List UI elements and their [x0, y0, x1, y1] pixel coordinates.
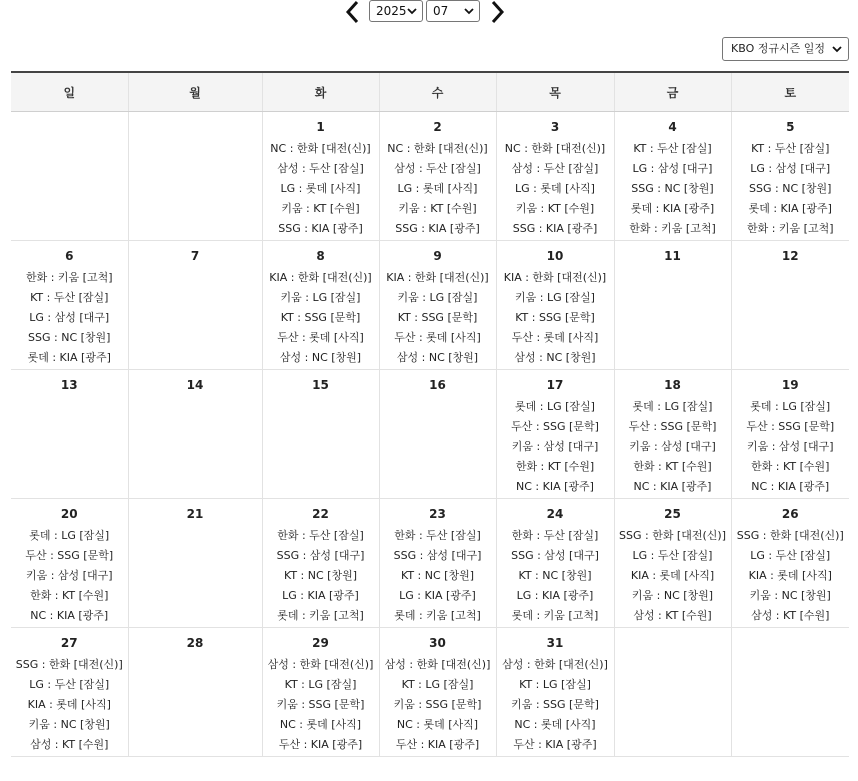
day-number: 3 — [550, 120, 560, 134]
day-cell — [262, 628, 379, 757]
weekday-header: 화 — [262, 72, 379, 112]
day-number: 10 — [546, 249, 564, 263]
game-entry[interactable]: 한화 : 두산 [잠실] — [511, 529, 599, 542]
weekday-header: 일 — [11, 72, 128, 112]
day-cell — [262, 499, 379, 628]
game-entry[interactable]: SSG : KIA [광주] — [395, 222, 480, 235]
league-select-value: KBO 정규시즌 일정 — [731, 42, 825, 55]
day-number: 15 — [312, 378, 329, 392]
game-entry[interactable]: LG : 삼성 [대구] — [750, 162, 831, 175]
game-entry[interactable]: NC : KIA [광주] — [516, 480, 594, 493]
day-number: 13 — [60, 378, 78, 392]
game-entry[interactable]: LG : KIA [광주] — [516, 589, 594, 602]
day-number: 7 — [190, 249, 200, 263]
game-entry[interactable]: NC : 롯데 [사직] — [279, 718, 362, 731]
chevron-right-icon — [486, 0, 508, 24]
month-select-value: 07 — [433, 4, 449, 18]
game-entry[interactable]: KIA : 롯데 [사직] — [27, 698, 111, 711]
weekday-header: 월 — [128, 72, 262, 112]
game-entry[interactable]: 삼성 : 한화 [대전(신)] — [502, 658, 608, 671]
week-row — [11, 370, 849, 499]
month-select[interactable] — [426, 0, 480, 22]
game-entry[interactable]: 롯데 : LG [잠실] — [515, 400, 595, 413]
game-entry[interactable]: KIA : 한화 [대전(신)] — [269, 271, 372, 284]
day-number: 19 — [781, 378, 799, 392]
day-cell — [731, 370, 849, 499]
weekday-header: 수 — [379, 72, 496, 112]
game-entry[interactable]: LG : 삼성 [대구] — [632, 162, 713, 175]
game-entry[interactable]: 키움 : 삼성 [대구] — [511, 440, 599, 453]
day-number: 22 — [312, 507, 329, 521]
day-number: 26 — [781, 507, 799, 521]
game-entry[interactable]: 롯데 : LG [잠실] — [29, 529, 110, 542]
week-row — [11, 499, 849, 628]
game-entry[interactable]: 두산 : SSG [문학] — [511, 420, 599, 433]
game-entry[interactable]: 롯데 : LG [잠실] — [750, 400, 831, 413]
game-entry[interactable]: 삼성 : 한화 [대전(신)] — [384, 658, 491, 671]
game-entry[interactable]: 키움 : 삼성 [대구] — [746, 440, 834, 453]
game-entry[interactable]: 키움 : KT [수원] — [515, 202, 595, 215]
game-entry[interactable]: LG : 롯데 [사직] — [515, 182, 595, 195]
game-entry[interactable]: SSG : NC [창원] — [749, 182, 832, 195]
game-entry[interactable]: 두산 : SSG [문학] — [746, 420, 835, 433]
game-entry[interactable]: KIA : 롯데 [사직] — [748, 569, 832, 582]
day-cell — [614, 112, 731, 241]
chevron-down-icon — [464, 5, 474, 17]
year-select[interactable] — [369, 0, 423, 22]
game-entry[interactable]: LG : KIA [광주] — [282, 589, 359, 602]
game-entry[interactable]: SSG : 한화 [대전(신)] — [619, 529, 726, 542]
game-entry[interactable]: 키움 : NC [창원] — [749, 589, 831, 602]
weekday-header: 토 — [731, 72, 849, 112]
day-cell — [731, 499, 849, 628]
game-entry[interactable]: 롯데 : KIA [광주] — [630, 202, 715, 215]
chevron-down-icon — [407, 5, 417, 17]
game-entry[interactable]: NC : KIA [광주] — [633, 480, 712, 493]
weekday-header-row — [11, 72, 849, 112]
game-entry[interactable]: KT : SSG [문학] — [397, 311, 478, 324]
day-number: 21 — [186, 507, 204, 521]
day-cell — [496, 241, 614, 370]
day-number: 1 — [316, 120, 325, 134]
empty-day-cell — [614, 628, 731, 757]
day-number: 23 — [429, 507, 446, 521]
game-entry[interactable]: 삼성 : NC [창원] — [279, 351, 362, 364]
day-number: 30 — [429, 636, 446, 650]
game-entry[interactable]: 한화 : 키움 [고척] — [25, 271, 113, 284]
chevron-down-icon — [832, 43, 842, 55]
game-entry[interactable]: SSG : 삼성 [대구] — [276, 549, 365, 562]
day-cell — [379, 112, 496, 241]
empty-day-cell — [128, 112, 262, 241]
day-cell — [496, 628, 614, 757]
game-entry[interactable]: 삼성 : 두산 [잠실] — [394, 162, 481, 175]
prev-month-button[interactable] — [342, 0, 364, 24]
game-entry[interactable]: 삼성 : 두산 [잠실] — [277, 162, 364, 175]
game-entry[interactable]: 키움 : NC [창원] — [28, 718, 110, 731]
game-entry[interactable]: 삼성 : 두산 [잠실] — [511, 162, 599, 175]
day-number: 18 — [664, 378, 681, 392]
game-entry[interactable]: 키움 : LG [잠실] — [280, 291, 361, 304]
day-cell — [128, 370, 262, 499]
league-select[interactable] — [722, 37, 849, 61]
day-cell — [379, 370, 496, 499]
game-entry[interactable]: LG : KIA [광주] — [399, 589, 476, 602]
game-entry[interactable]: KT : LG [잠실] — [519, 678, 591, 691]
game-entry[interactable]: SSG : 삼성 [대구] — [511, 549, 599, 562]
game-entry[interactable]: KT : SSG [문학] — [515, 311, 595, 324]
game-entry[interactable]: 키움 : LG [잠실] — [397, 291, 478, 304]
day-cell — [11, 499, 128, 628]
game-entry[interactable]: 삼성 : NC [창원] — [396, 351, 479, 364]
day-cell — [614, 499, 731, 628]
game-entry[interactable]: LG : 삼성 [대구] — [29, 311, 110, 324]
game-entry[interactable]: SSG : KIA [광주] — [512, 222, 598, 235]
game-entry[interactable]: LG : 두산 [잠실] — [750, 549, 831, 562]
game-entry[interactable]: NC : 한화 [대전(신)] — [387, 142, 488, 155]
game-entry[interactable]: LG : 두산 [잠실] — [632, 549, 713, 562]
game-entry[interactable]: NC : 롯데 [사직] — [396, 718, 479, 731]
game-entry[interactable]: LG : 롯데 [사직] — [280, 182, 361, 195]
day-cell — [496, 112, 614, 241]
game-entry[interactable]: 롯데 : KIA [광주] — [27, 351, 111, 364]
game-entry[interactable]: 두산 : KIA [광주] — [513, 738, 597, 751]
weekday-header: 목 — [496, 72, 614, 112]
day-cell — [496, 499, 614, 628]
day-cell — [614, 241, 731, 370]
game-entry[interactable]: 키움 : SSG [문학] — [511, 698, 599, 711]
game-entry[interactable]: 삼성 : KT [수원] — [633, 609, 712, 622]
game-entry[interactable]: 롯데 : 키움 [고척] — [394, 609, 481, 622]
game-entry[interactable]: 삼성 : KT [수원] — [30, 738, 109, 751]
game-entry[interactable]: 키움 : SSG [문학] — [393, 698, 482, 711]
game-entry[interactable]: KT : LG [잠실] — [401, 678, 474, 691]
day-number: 28 — [186, 636, 204, 650]
game-entry[interactable]: 두산 : 롯데 [사직] — [511, 331, 599, 344]
game-entry[interactable]: 롯데 : 키움 [고척] — [277, 609, 364, 622]
day-number: 2 — [433, 120, 442, 134]
game-entry[interactable]: KT : 두산 [잠실] — [30, 291, 109, 304]
game-entry[interactable]: NC : 롯데 [사직] — [514, 718, 596, 731]
game-entry[interactable]: 한화 : KT [수원] — [515, 460, 595, 473]
month-navigation — [340, 0, 510, 24]
next-month-button[interactable] — [486, 0, 508, 24]
calendar-table — [11, 71, 849, 757]
day-cell — [262, 370, 379, 499]
week-row — [11, 112, 849, 241]
day-number: 20 — [60, 507, 78, 521]
chevron-left-icon — [342, 0, 364, 24]
game-entry[interactable]: KT : LG [잠실] — [284, 678, 357, 691]
calendar-body — [11, 112, 849, 757]
game-entry[interactable]: 한화 : 두산 [잠실] — [277, 529, 364, 542]
game-entry[interactable]: 키움 : LG [잠실] — [515, 291, 595, 304]
game-entry[interactable]: 두산 : SSG [문학] — [25, 549, 114, 562]
empty-day-cell — [11, 112, 128, 241]
day-cell — [11, 628, 128, 757]
game-entry[interactable]: 키움 : KT [수원] — [398, 202, 477, 215]
day-cell — [731, 112, 849, 241]
day-cell — [262, 241, 379, 370]
day-cell — [379, 241, 496, 370]
day-number: 29 — [312, 636, 329, 650]
game-entry[interactable]: KIA : 롯데 [사직] — [630, 569, 715, 582]
game-entry[interactable]: 키움 : SSG [문학] — [276, 698, 365, 711]
game-entry[interactable]: 두산 : 롯데 [사직] — [394, 331, 481, 344]
game-entry[interactable]: KT : NC [창원] — [400, 569, 475, 582]
game-entry[interactable]: NC : 한화 [대전(신)] — [270, 142, 371, 155]
game-entry[interactable]: 한화 : 두산 [잠실] — [394, 529, 481, 542]
day-number: 12 — [781, 249, 799, 263]
game-entry[interactable]: KT : 두산 [잠실] — [751, 142, 830, 155]
day-cell — [379, 628, 496, 757]
game-entry[interactable]: NC : 한화 [대전(신)] — [504, 142, 606, 155]
game-entry[interactable]: 두산 : 롯데 [사직] — [277, 331, 364, 344]
game-entry[interactable]: 삼성 : NC [창원] — [514, 351, 596, 364]
game-entry[interactable]: 키움 : NC [창원] — [631, 589, 714, 602]
game-entry[interactable]: LG : 롯데 [사직] — [397, 182, 478, 195]
weekday-header: 금 — [614, 72, 731, 112]
day-cell — [11, 370, 128, 499]
day-cell — [11, 241, 128, 370]
day-number: 8 — [316, 249, 325, 263]
day-cell — [731, 241, 849, 370]
day-number: 14 — [186, 378, 204, 392]
game-entry[interactable]: KIA : 한화 [대전(신)] — [386, 271, 489, 284]
day-cell — [128, 499, 262, 628]
day-cell — [379, 499, 496, 628]
game-entry[interactable]: SSG : NC [창원] — [631, 182, 714, 195]
game-entry[interactable]: SSG : NC [창원] — [28, 331, 111, 344]
game-entry[interactable]: 한화 : KT [수원] — [751, 460, 830, 473]
day-number: 31 — [546, 636, 564, 650]
game-entry[interactable]: 한화 : 키움 [고척] — [629, 222, 716, 235]
game-entry[interactable]: NC : KIA [광주] — [30, 609, 109, 622]
game-entry[interactable]: SSG : KIA [광주] — [278, 222, 363, 235]
day-number: 24 — [546, 507, 564, 521]
game-entry[interactable]: KT : 두산 [잠실] — [633, 142, 712, 155]
day-number: 5 — [786, 120, 795, 134]
game-entry[interactable]: 한화 : KT [수원] — [633, 460, 712, 473]
game-entry[interactable]: KT : NC [창원] — [518, 569, 592, 582]
day-number: 11 — [664, 249, 681, 263]
week-row — [11, 241, 849, 370]
game-entry[interactable]: SSG : 한화 [대전(신)] — [15, 658, 123, 671]
game-entry[interactable]: KT : NC [창원] — [283, 569, 358, 582]
game-entry[interactable]: NC : KIA [광주] — [751, 480, 830, 493]
game-entry[interactable]: KIA : 한화 [대전(신)] — [503, 271, 607, 284]
day-cell — [262, 112, 379, 241]
day-cell — [128, 628, 262, 757]
day-number: 16 — [429, 378, 446, 392]
game-entry[interactable]: 롯데 : LG [잠실] — [632, 400, 713, 413]
game-entry[interactable]: KT : SSG [문학] — [280, 311, 361, 324]
game-entry[interactable]: LG : 두산 [잠실] — [29, 678, 110, 691]
week-row — [11, 628, 849, 757]
game-entry[interactable]: 키움 : KT [수원] — [281, 202, 360, 215]
empty-day-cell — [731, 628, 849, 757]
day-cell — [128, 241, 262, 370]
day-number: 6 — [65, 249, 74, 263]
game-entry[interactable]: 두산 : KIA [광주] — [395, 738, 480, 751]
day-number: 27 — [60, 636, 78, 650]
game-entry[interactable]: 롯데 : KIA [광주] — [748, 202, 832, 215]
game-entry[interactable]: 두산 : KIA [광주] — [278, 738, 363, 751]
game-entry[interactable]: 키움 : 삼성 [대구] — [25, 569, 113, 582]
day-cell — [496, 370, 614, 499]
game-entry[interactable]: 키움 : 삼성 [대구] — [629, 440, 716, 453]
game-entry[interactable]: 한화 : KT [수원] — [30, 589, 109, 602]
day-number: 17 — [546, 378, 564, 392]
game-entry[interactable]: 삼성 : KT [수원] — [751, 609, 830, 622]
game-entry[interactable]: 롯데 : 키움 [고척] — [511, 609, 599, 622]
day-cell — [614, 370, 731, 499]
game-entry[interactable]: 삼성 : 한화 [대전(신)] — [267, 658, 374, 671]
game-entry[interactable]: SSG : 한화 [대전(신)] — [736, 529, 844, 542]
day-number: 4 — [668, 120, 677, 134]
game-entry[interactable]: SSG : 삼성 [대구] — [393, 549, 482, 562]
game-entry[interactable]: 두산 : SSG [문학] — [628, 420, 717, 433]
day-number: 25 — [664, 507, 681, 521]
game-entry[interactable]: 한화 : 키움 [고척] — [746, 222, 834, 235]
year-select-value: 2025 — [376, 4, 407, 18]
day-number: 9 — [433, 249, 442, 263]
